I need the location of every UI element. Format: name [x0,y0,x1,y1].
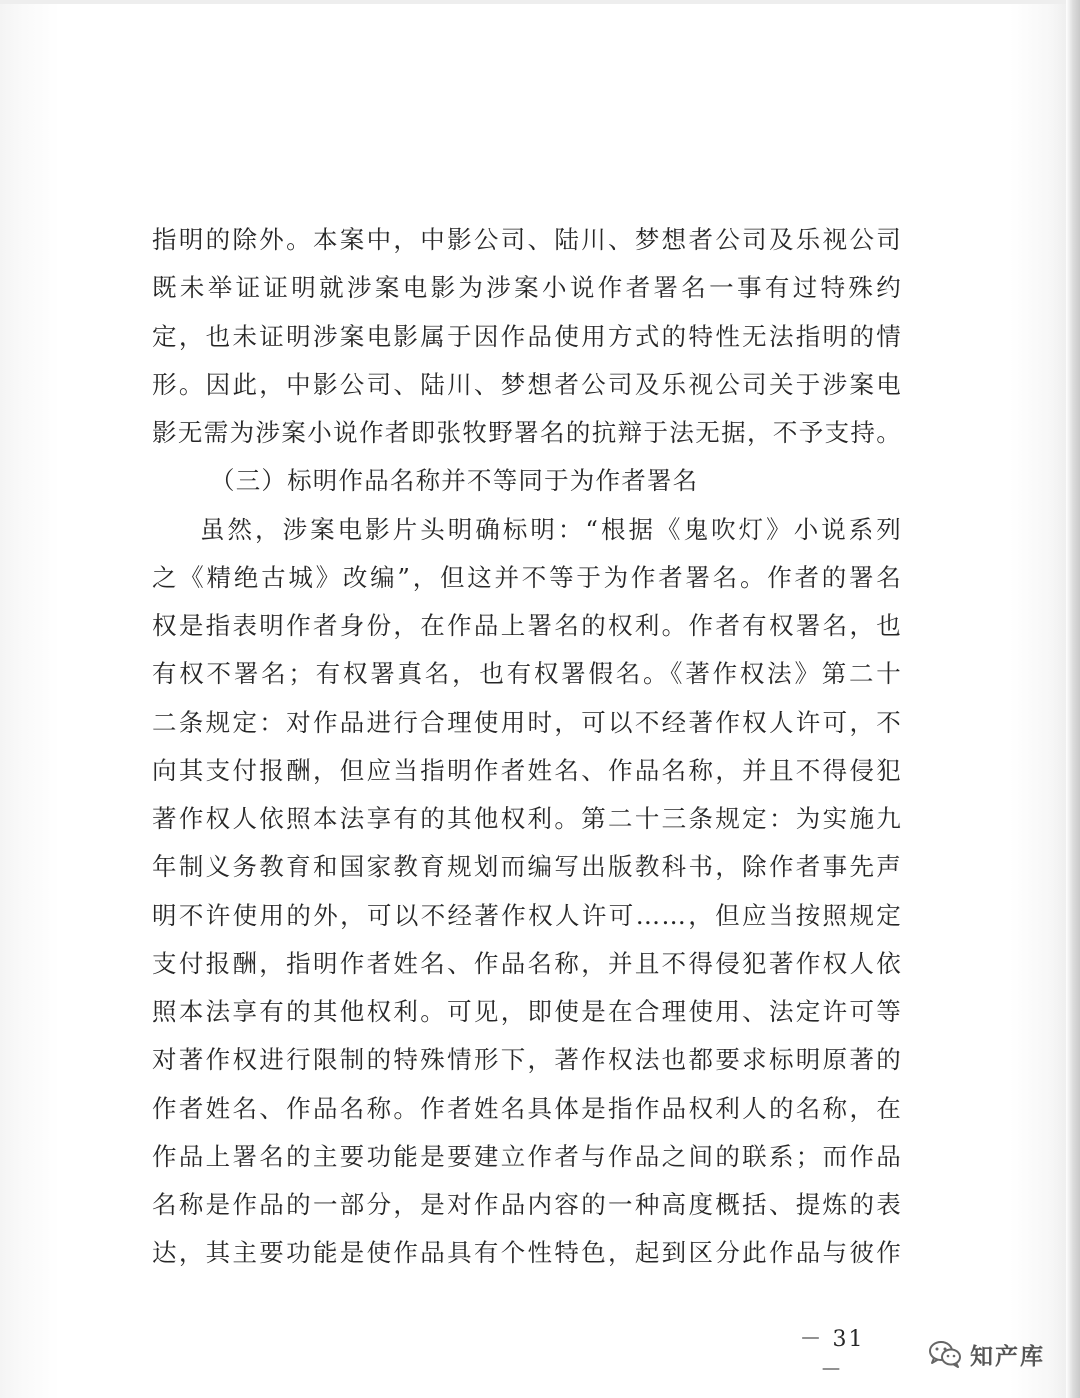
paragraph-1-line-4: 形。因此，中影公司、陆川、梦想者公司及乐视公司关于涉案电 [152,369,902,399]
paragraph-1-line-3: 定，也未证明涉案电影属于因作品使用方式的特性无法指明的情 [152,321,902,351]
page-number: － 31 － [799,1327,865,1383]
paragraph-2-line-3: 权是指表明作者身份，在作品上署名的权利。作者有权署名，也 [152,611,902,640]
paragraph-2-line-15: 名称是作品的一部分，是对作品内容的一种高度概括、提炼的表 [152,1190,902,1219]
paragraph-1-line-5: 影无需为涉案小说作者即张牧野署名的抗辩于法无据，不予支持。 [152,418,902,447]
paragraph-2-line-1: 虽然，涉案电影片头明确标明：“根据《鬼吹灯》小说系列 [200,514,902,544]
paragraph-2-line-12: 对著作权进行限制的特殊情形下，著作权法也都要求标明原著的 [152,1045,902,1075]
body-text [152,216,902,1278]
watermark-text: 知产库 [970,1343,1045,1370]
paragraph-2-line-4: 有权不署名；有权署真名，也有权署假名。《著作权法》第二十 [152,659,902,689]
paragraph-2-line-7: 著作权人依照本法享有的其他权利。第二十三条规定：为实施九 [152,804,902,833]
paragraph-2-line-10: 支付报酬，指明作者姓名、作品名称，并且不得侵犯著作权人依 [152,948,902,978]
paragraph-2-line-5: 二条规定：对作品进行合理使用时，可以不经著作权人许可，不 [152,707,902,737]
paragraph-2-line-13: 作者姓名、作品名称。作者姓名具体是指作品权利人的名称，在 [152,1093,902,1123]
paragraph-1-line-2: 既未举证证明就涉案电影为涉案小说作者署名一事有过特殊约 [152,273,902,303]
paragraph-2-line-8: 年制义务教育和国家教育规划而编写出版教科书，除作者事先声 [152,852,902,882]
paragraph-2-line-6: 向其支付报酬，但应当指明作者姓名、作品名称，并且不得侵犯 [152,755,902,785]
paragraph-1-line-1: 指明的除外。本案中，中影公司、陆川、梦想者公司及乐视公司 [152,225,902,254]
paragraph-2-line-9: 明不许使用的外，可以不经著作权人许可……，但应当按照规定 [152,900,902,930]
paragraph-2-line-2: 之《精绝古城》改编”，但这并不等于为作者署名。作者的署名 [152,562,902,592]
scan-edge-top [0,0,1080,4]
wechat-icon [928,1340,962,1368]
scan-edge-right [1066,0,1080,1398]
paragraph-2-line-16: 达，其主要功能是使作品具有个性特色，起到区分此作品与彼作 [152,1238,902,1268]
section-heading: （三）标明作品名称并不等同于为作者署名 [210,466,699,496]
watermark [928,1338,1045,1370]
paragraph-2-line-11: 照本法享有的其他权利。可见，即使是在合理使用、法定许可等 [152,997,902,1026]
paragraph-2-line-14: 作品上署名的主要功能是要建立作者与作品之间的联系；而作品 [152,1141,902,1171]
